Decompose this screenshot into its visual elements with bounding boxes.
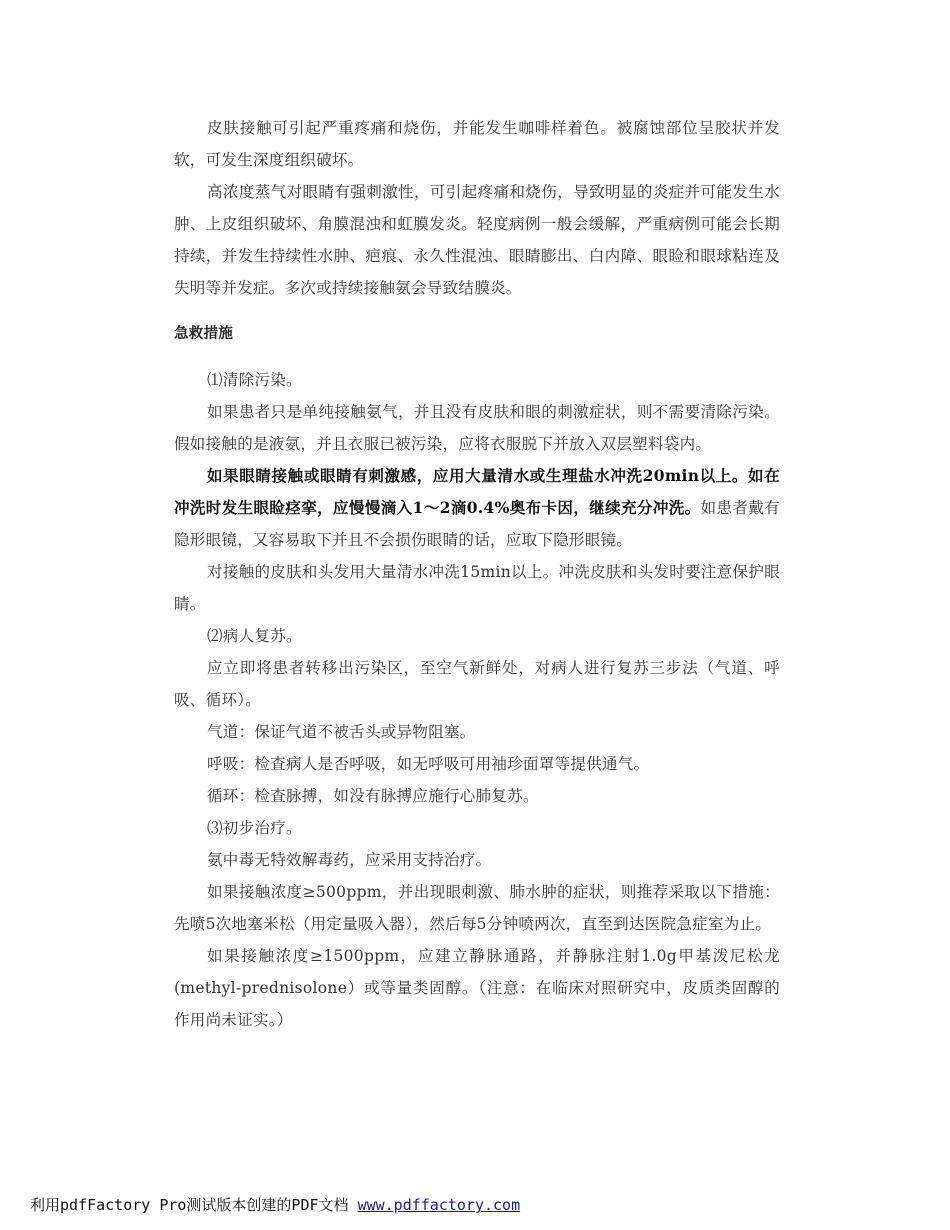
pdf-watermark-footer [30, 1194, 930, 1215]
paragraph-breathing: 呼吸：检查病人是否呼吸，如无呼吸可用袖珍面罩等提供通气。 [207, 755, 650, 773]
paragraph-decontamination: 如果患者只是单纯接触氨气，并且没有皮肤和眼的刺激症状，则不需要清除污染。假如接触的是液氨，并且衣服已被污染，应将衣服脱下并放入双层塑料袋内。 [174, 403, 780, 453]
paragraph-1500ppm: 如果接触浓度≥1500ppm，应建立静脉通路，并静脉注射1.0g甲基泼尼松龙(methyl-prednisolone）或等量类固醇。（注意：在临床对照研究中，皮质类固醇的作用尚未证实。） [174, 947, 780, 1029]
paragraph-circulation: 循环：检查脉搏，如没有脉搏应施行心肺复苏。 [207, 787, 539, 805]
step-title-resuscitation: ⑵病人复苏。 [207, 627, 302, 645]
section-heading-first-aid: 急救措施 [174, 326, 234, 342]
footer-link[interactable]: www.pdffactory.com [357, 1196, 521, 1214]
step-title-decontamination: ⑴清除污染。 [207, 371, 302, 389]
paragraph-no-antidote: 氨中毒无特效解毒药，应采用支持治疗。 [207, 851, 492, 869]
paragraph-airway: 气道：保证气道不被舌头或异物阻塞。 [207, 723, 476, 741]
paragraph-eye-contact: 高浓度蒸气对眼睛有强刺激性，可引起疼痛和烧伤，导致明显的炎症并可能发生水肿、上皮组织破坏、角膜混浊和虹膜发炎。轻度病例一般会缓解，严重病例可能会长期持续，并发生持续性水肿、疤痕、永久性混浊、眼睛膨出、白内障、眼睑和眼球粘连及失明等并发症。多次或持续接触氨会导致结膜炎。 [174, 183, 780, 297]
eye-rinse-bold-text: 如果眼睛接触或眼睛有刺激感，应用大量清水或生理盐水冲洗20min以上。如在冲洗时发生眼睑痉挛，应慢慢滴入1～2滴0.4%奥布卡因，继续充分冲洗。 [174, 466, 780, 517]
footer-text: 利用pdfFactory Pro测试版本创建的PDF文档 [30, 1196, 358, 1214]
eye-rinse-text: 如患者戴有隐形眼镜，又容易取下并且不会损伤眼睛的话，应取下隐形眼镜。 [174, 499, 780, 549]
paragraph-eye-rinse [174, 460, 780, 556]
paragraph-resuscitation: 应立即将患者转移出污染区，至空气新鲜处，对病人进行复苏三步法（气道、呼吸、循环）。 [174, 659, 780, 709]
paragraph-skin-contact: 皮肤接触可引起严重疼痛和烧伤，并能发生咖啡样着色。被腐蚀部位呈胶状并发软，可发生深度组织破坏。 [174, 119, 780, 169]
paragraph-500ppm: 如果接触浓度≥500ppm，并出现眼刺激、肺水肿的症状，则推荐采取以下措施：先喷5次地塞米松（用定量吸入器），然后每5分钟喷两次，直至到达医院急症室为止。 [174, 883, 780, 933]
document-body [174, 112, 780, 1036]
step-title-treatment: ⑶初步治疗。 [207, 819, 302, 837]
paragraph-skin-rinse: 对接触的皮肤和头发用大量清水冲洗15min以上。冲洗皮肤和头发时要注意保护眼睛。 [174, 563, 780, 613]
